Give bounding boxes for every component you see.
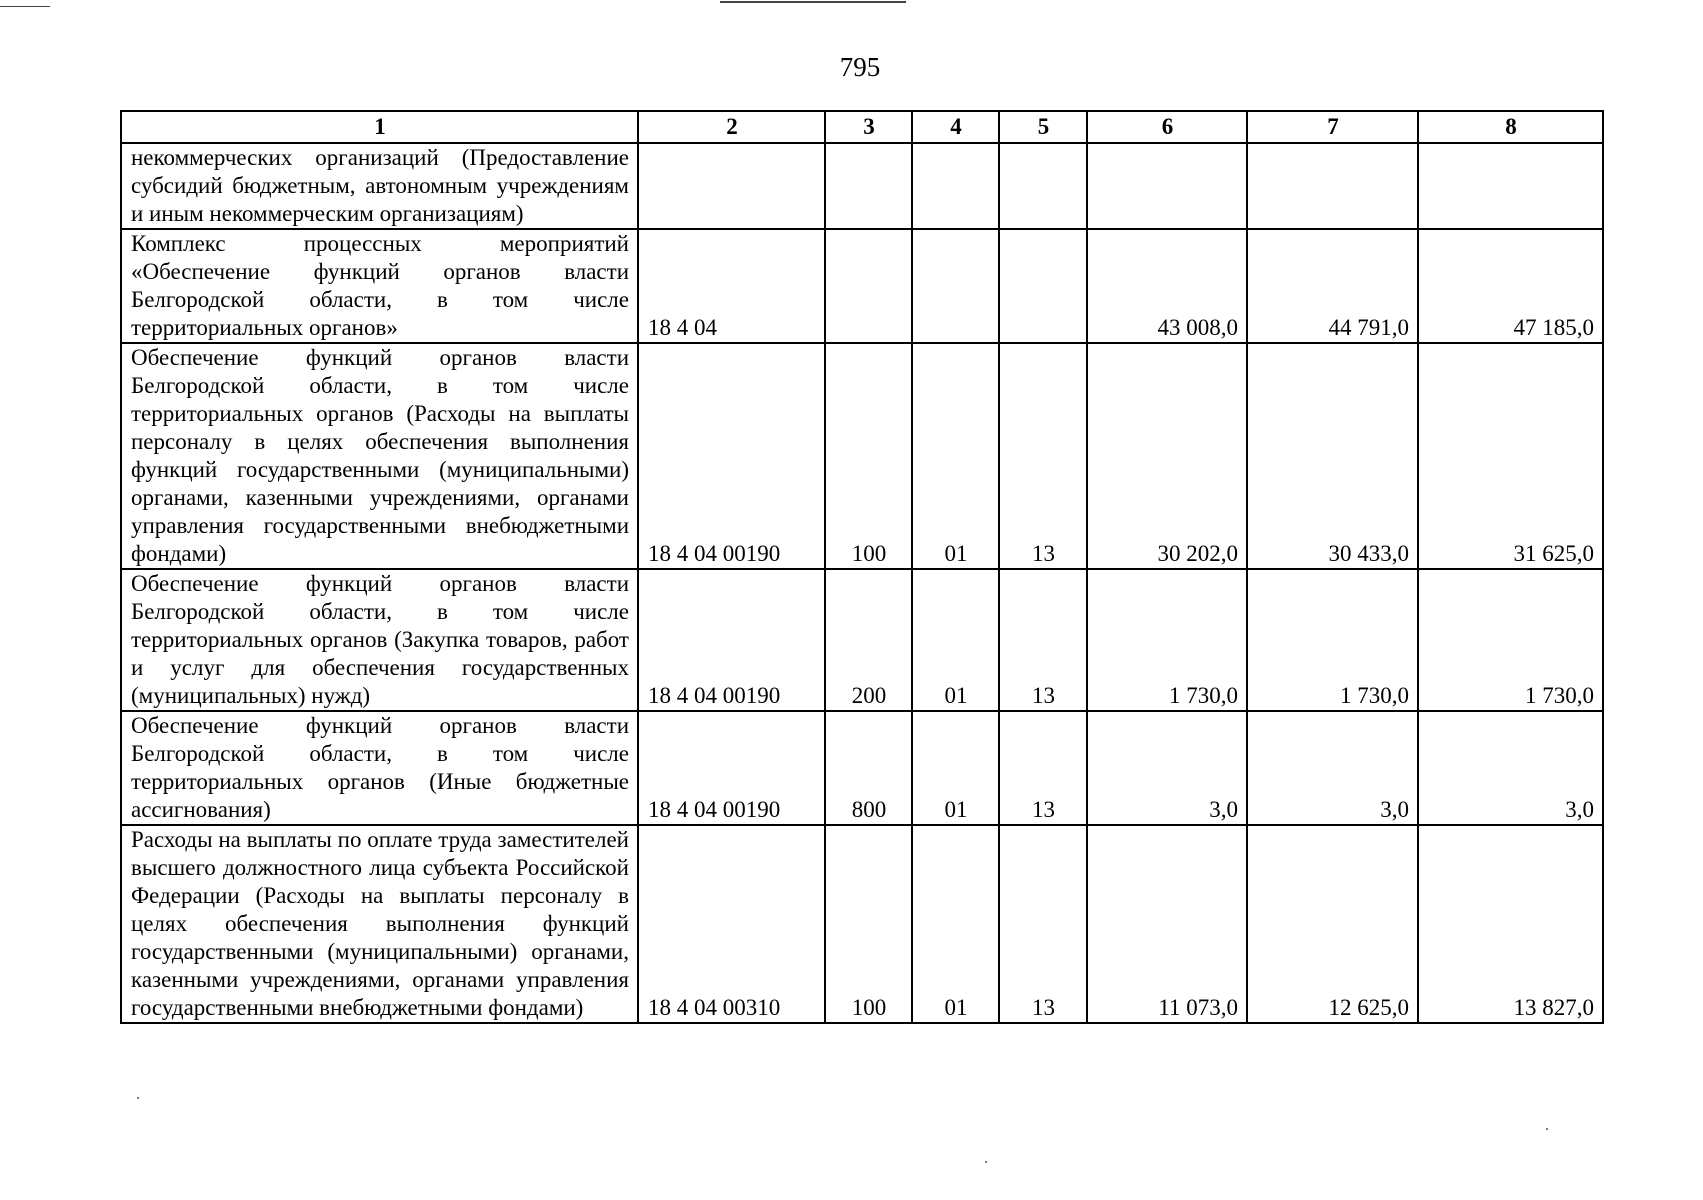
scan-speck — [1546, 1128, 1548, 1130]
row-description: некоммерческих организаций (Предоставление субсидий бюджетным, автономным учреждениям и иным некоммерческим организациям) — [121, 143, 638, 229]
row-sum-col6: 30 202,0 — [1087, 343, 1247, 569]
scan-speck — [137, 1097, 139, 1099]
table-row — [121, 569, 1603, 711]
row-sum-col7: 30 433,0 — [1247, 343, 1418, 569]
row-description: Расходы на выплаты по оплате труда заместителей высшего должностного лица субъекта Российской Федерации (Расходы на выплаты персоналу в целях обеспечения выполнения функций государственными (муниципальными) органами, казенными учреждениями, органами управления государственными внебюджетными фондами) — [121, 825, 638, 1023]
row-description: Обеспечение функций органов власти Белгородской области, в том числе территориальных органов (Закупка товаров, работ и услуг для обеспечения государственных (муниципальных) нужд) — [121, 569, 638, 711]
row-sum-col8 — [1418, 143, 1603, 229]
row-code — [638, 143, 825, 229]
row-sum-col8: 13 827,0 — [1418, 825, 1603, 1023]
row-sum-col7: 1 730,0 — [1247, 569, 1418, 711]
row-description: Обеспечение функций органов власти Белгородской области, в том числе территориальных органов (Расходы на выплаты персоналу в целях обеспечения выполнения функций государственными (муниципальными) органами, казенными учреждениями, органами управления государственными внебюджетными фондами) — [121, 343, 638, 569]
row-sum-col8: 3,0 — [1418, 711, 1603, 825]
row-code: 18 4 04 00310 — [638, 825, 825, 1023]
budget-table — [120, 110, 1604, 1024]
table-row — [121, 143, 1603, 229]
row-code: 18 4 04 00190 — [638, 711, 825, 825]
header-col-4: 4 — [912, 111, 999, 143]
row-sum-col6: 3,0 — [1087, 711, 1247, 825]
row-vr: 200 — [825, 569, 912, 711]
row-sum-col7 — [1247, 143, 1418, 229]
header-col-1: 1 — [121, 111, 638, 143]
row-pr — [999, 143, 1087, 229]
row-description: Комплекс процессных мероприятий «Обеспечение функций органов власти Белгородской области, в том числе территориальных органов» — [121, 229, 638, 343]
row-sum-col7: 3,0 — [1247, 711, 1418, 825]
top-left-rule — [0, 6, 50, 7]
row-vr — [825, 143, 912, 229]
header-col-2: 2 — [638, 111, 825, 143]
row-sum-col7: 12 625,0 — [1247, 825, 1418, 1023]
row-pr: 13 — [999, 343, 1087, 569]
row-rz: 01 — [912, 825, 999, 1023]
header-col-5: 5 — [999, 111, 1087, 143]
row-code: 18 4 04 — [638, 229, 825, 343]
table-row — [121, 825, 1603, 1023]
row-sum-col8: 47 185,0 — [1418, 229, 1603, 343]
row-pr: 13 — [999, 825, 1087, 1023]
row-code: 18 4 04 00190 — [638, 569, 825, 711]
row-rz: 01 — [912, 343, 999, 569]
header-col-8: 8 — [1418, 111, 1603, 143]
row-sum-col6 — [1087, 143, 1247, 229]
top-center-rule — [720, 1, 906, 3]
row-rz: 01 — [912, 569, 999, 711]
row-rz — [912, 143, 999, 229]
row-pr: 13 — [999, 711, 1087, 825]
row-sum-col6: 43 008,0 — [1087, 229, 1247, 343]
row-sum-col7: 44 791,0 — [1247, 229, 1418, 343]
header-col-7: 7 — [1247, 111, 1418, 143]
row-vr: 100 — [825, 825, 912, 1023]
row-vr — [825, 229, 912, 343]
row-vr: 800 — [825, 711, 912, 825]
row-sum-col8: 1 730,0 — [1418, 569, 1603, 711]
row-rz — [912, 229, 999, 343]
row-code: 18 4 04 00190 — [638, 343, 825, 569]
table-row — [121, 711, 1603, 825]
row-vr: 100 — [825, 343, 912, 569]
page-number: 795 — [839, 52, 881, 82]
row-rz: 01 — [912, 711, 999, 825]
row-pr — [999, 229, 1087, 343]
header-col-6: 6 — [1087, 111, 1247, 143]
row-sum-col6: 11 073,0 — [1087, 825, 1247, 1023]
scan-speck — [985, 1161, 987, 1163]
header-row — [121, 111, 1603, 143]
row-sum-col6: 1 730,0 — [1087, 569, 1247, 711]
row-sum-col8: 31 625,0 — [1418, 343, 1603, 569]
table-row — [121, 229, 1603, 343]
table-row — [121, 343, 1603, 569]
header-col-3: 3 — [825, 111, 912, 143]
row-pr: 13 — [999, 569, 1087, 711]
row-description: Обеспечение функций органов власти Белгородской области, в том числе территориальных органов (Иные бюджетные ассигнования) — [121, 711, 638, 825]
